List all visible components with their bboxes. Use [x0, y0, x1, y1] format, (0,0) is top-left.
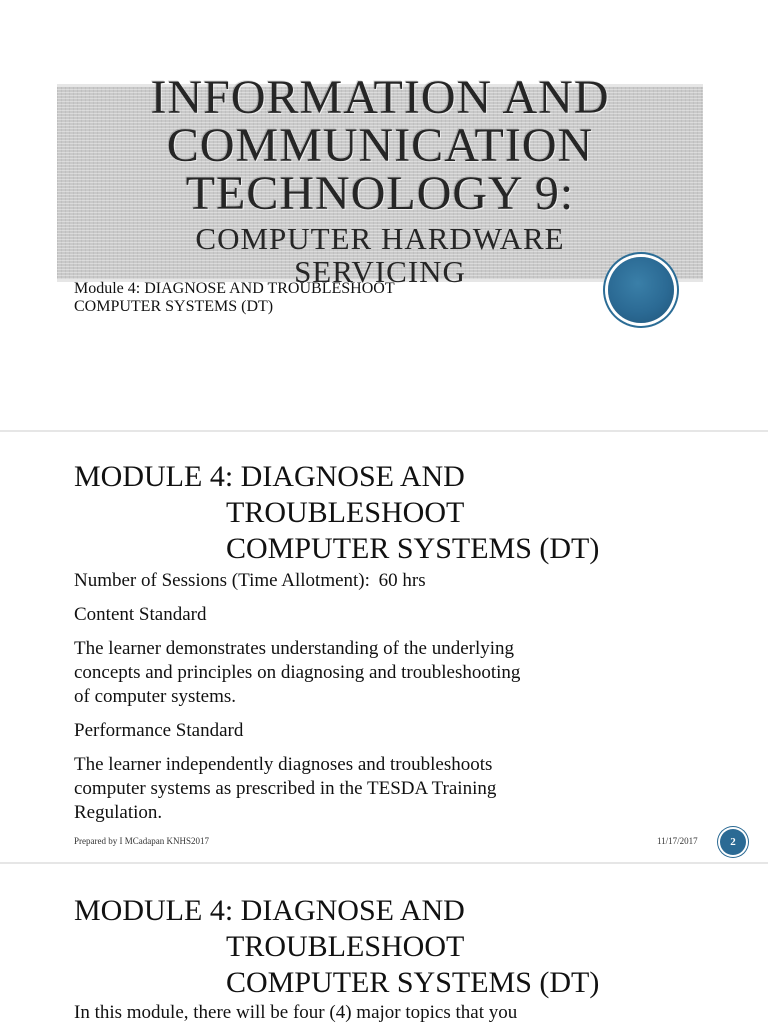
- slide-title: [57, 71, 703, 220]
- module-overview-slide: [0, 432, 768, 862]
- module-caption: [74, 280, 395, 316]
- title-slide: [0, 0, 768, 430]
- slide-heading: [74, 460, 599, 568]
- performance-standard-text: [74, 753, 496, 825]
- performance-standard-label: Performance Standard: [74, 720, 244, 741]
- page-number-badge: 2: [720, 829, 746, 855]
- content-standard-line-3: of computer systems.: [74, 686, 237, 707]
- subtitle-line-1: COMPUTER HARDWARE: [195, 221, 565, 256]
- heading-line-2: TROUBLESHOOT: [226, 496, 465, 529]
- module-caption-line-1: Module 4: DIAGNOSE AND TROUBLESHOOT: [74, 280, 395, 297]
- footer-date: 11/17/2017: [657, 836, 698, 846]
- sessions-label: Number of Sessions (Time Allotment):: [74, 570, 370, 591]
- decorative-circle-icon: [608, 257, 674, 323]
- performance-standard-line-2: computer systems as prescribed in the TESDA Training: [74, 778, 497, 799]
- sessions-row: [74, 569, 426, 593]
- sessions-value: 60 hrs: [378, 570, 426, 591]
- title-line-2: COMMUNICATION: [166, 119, 594, 172]
- performance-standard-line-1: The learner independently diagnoses and troubleshoots: [74, 754, 493, 775]
- heading-line-3: COMPUTER SYSTEMS (DT): [226, 532, 600, 565]
- module-caption-line-2: COMPUTER SYSTEMS (DT): [74, 298, 274, 315]
- intro-text: In this module, there will be four (4) major topics that you: [74, 1002, 518, 1023]
- title-line-1: INFORMATION AND: [150, 71, 610, 124]
- content-standard-line-2: concepts and principles on diagnosing and troubleshooting: [74, 662, 521, 683]
- subtitle-line-2: SERVICING: [294, 254, 466, 289]
- module-topics-slide: [0, 864, 768, 1024]
- heading-line-1: MODULE 4: DIAGNOSE AND: [74, 894, 465, 927]
- title-line-3: TECHNOLOGY 9:: [185, 167, 575, 220]
- content-standard-line-1: The learner demonstrates understanding of the underlying: [74, 638, 515, 659]
- slide-subtitle: [57, 222, 703, 288]
- performance-standard-line-3: Regulation.: [74, 802, 163, 823]
- heading-line-2: TROUBLESHOOT: [226, 930, 465, 963]
- heading-line-3: COMPUTER SYSTEMS (DT): [226, 966, 600, 999]
- footer-author: Prepared by I MCadapan KNHS2017: [74, 836, 209, 846]
- content-standard-text: [74, 637, 520, 709]
- heading-line-1: MODULE 4: DIAGNOSE AND: [74, 460, 465, 493]
- slide-heading: [74, 894, 599, 1002]
- content-standard-label: Content Standard: [74, 604, 207, 625]
